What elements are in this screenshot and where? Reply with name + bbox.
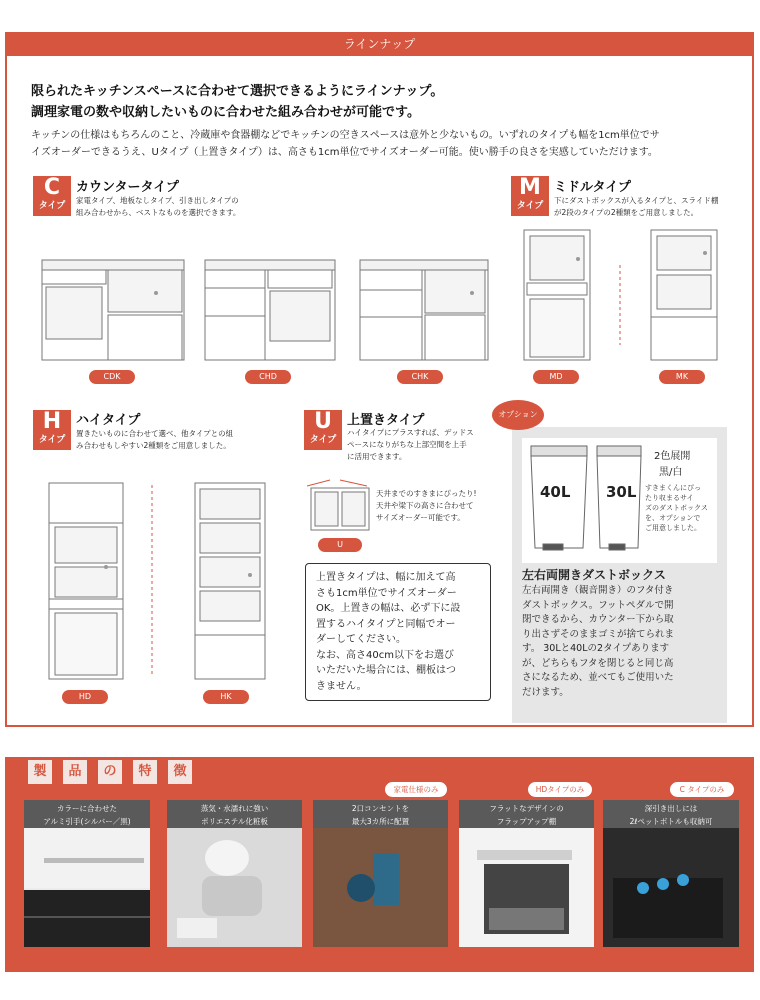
- feature-card-2: 蒸気・水濡れに強い ポリエステル化粧板: [167, 800, 302, 947]
- outlet-photo: [313, 828, 448, 947]
- model-label-cdk: CDK: [89, 370, 135, 384]
- feature-tag-3: 家電仕様のみ: [385, 782, 447, 797]
- intro-headline-1: 限られたキッチンスペースに合わせて選択できるようにラインナップ。: [31, 84, 444, 99]
- model-label-hk: HK: [203, 690, 249, 704]
- colors-title: 2色展開: [654, 451, 691, 462]
- aluminum-handle-photo: [24, 828, 150, 947]
- intro-headline-2: 調理家電の数や収納したいものに合わせた組み合わせが可能です。: [31, 105, 420, 120]
- rice-cooker-photo: [167, 828, 302, 947]
- u-type-note-box: 上置きタイプは、幅に加えて高 さも1cm単位でサイズオーダー OK。上置きの幅は、必ず下に設 置するハイタイプと同幅でオー ダーしてください。 なお、高さ40cm以下をお選び いただいた場合には、棚板はつ きません。: [305, 563, 491, 701]
- type-u-badge: U タイプ: [304, 410, 342, 450]
- model-label-u: U: [318, 538, 362, 552]
- size-30l: 30L: [606, 483, 637, 501]
- feature-card-4: フラットなデザインの フラップアップ棚: [459, 800, 594, 947]
- feature-heading-char-4: 特: [133, 760, 157, 784]
- type-m-desc-2: が2段のタイプの2種類をご用意しました。: [554, 208, 699, 217]
- model-label-chd: CHD: [245, 370, 291, 384]
- c-m-cabinet-drawings: [30, 225, 740, 375]
- type-c-title: カウンタータイプ: [76, 180, 179, 195]
- u-cabinet-drawing: [305, 478, 375, 536]
- feature-card-1: カラーに合わせた アルミ引手(シルバー／黒): [24, 800, 150, 947]
- feature-heading-char-5: 徴: [168, 760, 192, 784]
- option-side-text: すきまくんにぴっ たり収まるサイ ズのダストボックス を、オプションで ご用意しました。: [645, 484, 708, 532]
- deep-drawer-photo: [603, 828, 739, 947]
- feature-card-5: 深引き出しには 2ℓペットボトルも収納可: [603, 800, 739, 947]
- type-h-badge: H タイプ: [33, 410, 71, 450]
- u-side-note-2: 天井や梁下の高さに合わせて: [376, 501, 474, 510]
- type-h-title: ハイタイプ: [76, 413, 141, 428]
- u-side-note-1: 天井までのすきまにぴったり!: [376, 489, 477, 498]
- type-u-desc-1: ハイタイプにプラスすれば、デッドス: [347, 428, 474, 437]
- intro-body-2: イズオーダーできるうえ、Uタイプ（上置きタイプ）は、高さも1cm単位でサイズオーダー可能。使い勝手の良さを実感していただけます。: [31, 147, 658, 158]
- type-u-desc-3: に活用できます。: [347, 452, 407, 461]
- type-h-desc-1: 置きたいものに合わせて選べ、他タイプとの組: [76, 429, 234, 438]
- intro-body-1: キッチンの仕様はもちろんのこと、冷蔵庫や食器棚などでキッチンの空きスペースは意外と少ないもの。いずれのタイプも幅を1cm単位でサ: [31, 130, 660, 141]
- size-40l: 40L: [540, 483, 571, 501]
- feature-heading-char-3: の: [98, 760, 122, 784]
- model-label-chk: CHK: [397, 370, 443, 384]
- feature-tag-4: HDタイプのみ: [528, 782, 592, 797]
- option-badge: オプション: [492, 400, 544, 430]
- colors-value: 黒/白: [659, 467, 683, 478]
- feature-card-3: 2口コンセントを 最大3カ所に配置: [313, 800, 448, 947]
- type-m-title: ミドルタイプ: [554, 180, 631, 195]
- type-m-badge: M タイプ: [511, 176, 549, 216]
- h-cabinet-drawings: [40, 475, 270, 690]
- feature-heading-char-2: 品: [63, 760, 87, 784]
- type-m-desc-1: 下にダストボックスが入るタイプと、スライド棚: [554, 196, 719, 205]
- type-c-desc-1: 家電タイプ、地板なしタイプ、引き出しタイプの: [76, 196, 239, 205]
- type-u-title: 上置きタイプ: [347, 413, 425, 428]
- model-label-mk: MK: [659, 370, 705, 384]
- section-title: ラインナップ: [5, 32, 754, 56]
- u-side-note-3: サイズオーダー可能です。: [376, 513, 465, 522]
- type-c-badge: C タイプ: [33, 176, 71, 216]
- model-label-hd: HD: [62, 690, 108, 704]
- option-title: 左右両開きダストボックス: [522, 568, 666, 582]
- type-c-desc-2: 組み合わせから、ベストなものを選択できます。: [76, 208, 241, 217]
- option-body: 左右両開き（観音開き）のフタ付き ダストボックス。フットペダルで開 閉できるから、カウンター下から取 り出さずそのままゴミが捨てられま す。 30Lと40Lの2タイプあります が、どちらもフタを閉じると同じ高 さになるため、並べてもご使用いた だけます。: [522, 585, 675, 698]
- model-label-md: MD: [533, 370, 579, 384]
- type-u-desc-2: ペースになりがちな上部空間を上手: [347, 440, 467, 449]
- feature-tag-5: C タイプのみ: [670, 782, 734, 797]
- feature-heading-char-1: 製: [28, 760, 52, 784]
- flap-up-shelf-photo: [459, 828, 594, 947]
- type-h-desc-2: み合わせもしやすい2種類をご用意しました。: [76, 441, 231, 450]
